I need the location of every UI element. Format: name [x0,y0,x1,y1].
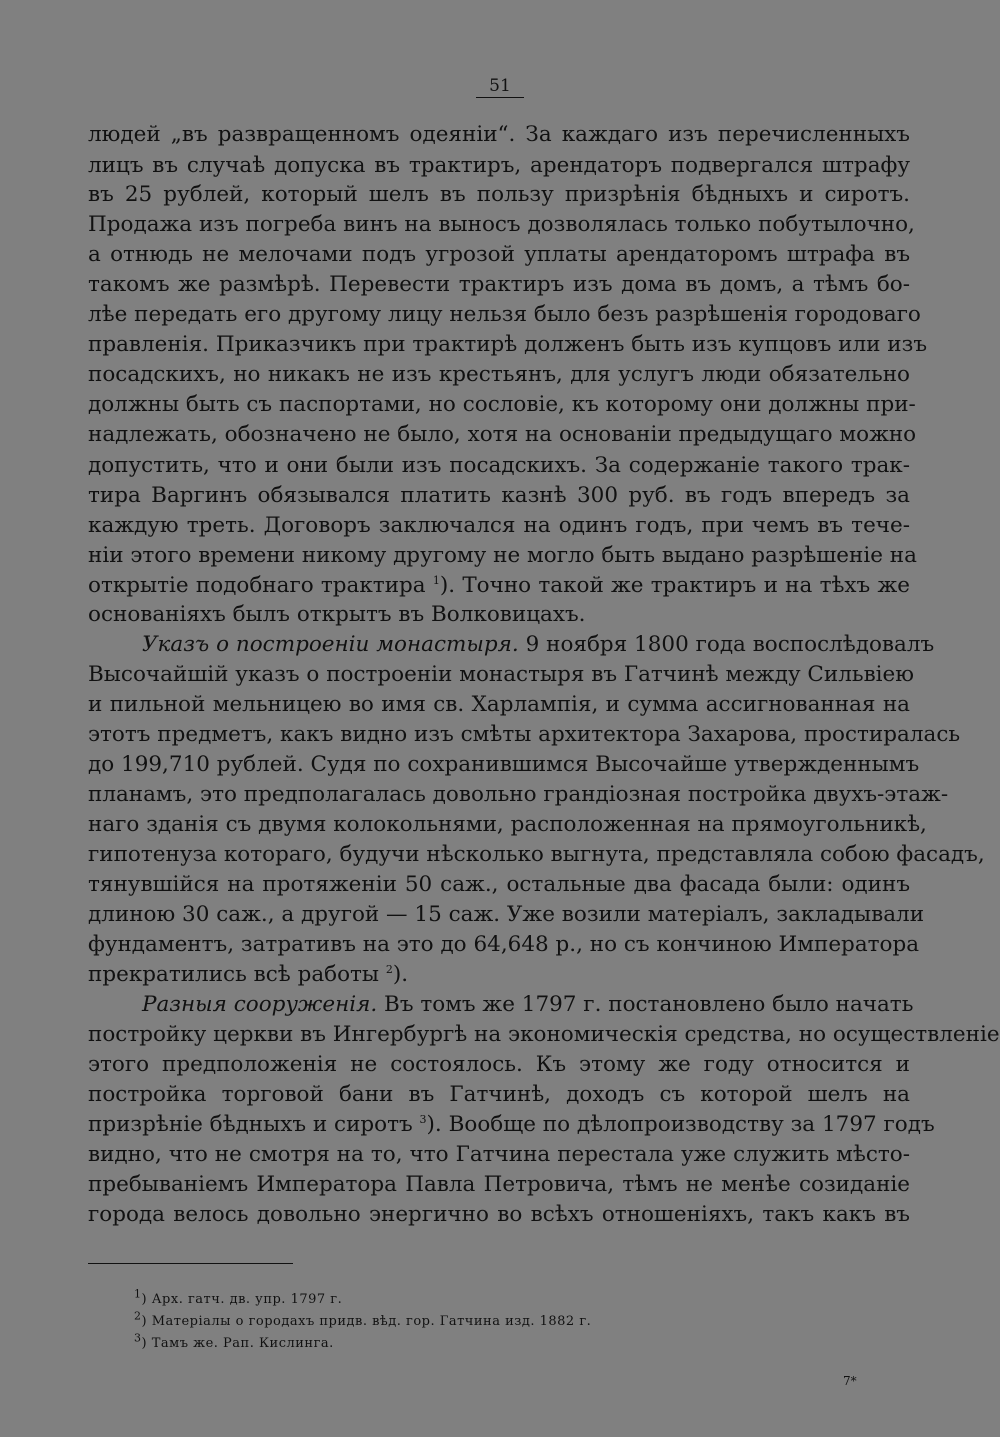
text-line: гипотенуза котораго, будучи нѣсколько выгнута, представляла собою фасадъ, [88,842,985,867]
signature-mark: 7* [843,1374,857,1388]
footnote-ref: 3 [419,1112,427,1126]
footnote-rule [88,1263,293,1264]
text-line [88,1110,935,1140]
footnote-ref: 2 [385,962,393,976]
footnote-mark: 3 [134,1331,142,1345]
text-line [88,960,910,990]
text-line: и пильной мельницею во имя св. Харлампія, и сумма ассигнованная на [88,692,910,717]
text-line: должны быть съ паспортами, но сословіе, къ которому они должны при- [88,392,916,417]
footnote-ref: 1 [432,573,440,587]
footnote [134,1331,334,1353]
text-line: до 199,710 рублей. Судя по сохранившимся Высочайше утвержденнымъ [88,752,920,777]
text-line: лѣе передать его другому лицу нельзя было безъ разрѣшенія городоваго [88,302,921,327]
text-line: въ 25 рублей, который шелъ въ пользу призрѣнія бѣдныхъ и сиротъ. [88,182,910,207]
text-line: надлежать, обозначено не было, хотя на основаніи предыдущаго можно [88,422,917,447]
text-line: основаніяхъ былъ открытъ въ Волковицахъ. [88,602,586,627]
text-line: города велось довольно энергично во всѣхъ отношеніяхъ, такъ какъ въ [88,1202,910,1227]
text-line: такомъ же размѣрѣ. Перевести трактиръ изъ дома въ домъ, а тѣмъ бо- [88,272,910,297]
section-heading: Указъ о построеніи монастыря. [142,632,519,657]
text-line: лицъ въ случаѣ допуска въ трактиръ, арендаторъ подвергался штрафу [88,153,910,178]
text-line [142,630,935,660]
text-line: пребываніемъ Императора Павла Петровича, тѣмъ не менѣе созиданіе [88,1172,910,1197]
text-line: постройку церкви въ Ингербургѣ на экономическія средства, но осуществленіе [88,1022,1000,1047]
text-segment: ). Точно такой же трактиръ и на тѣхъ же [439,573,910,598]
text-line: Продажа изъ погреба винъ на выносъ дозволялась только побутылочно, [88,212,915,237]
text-line: а отнюдь не мелочами подъ угрозой уплаты арендаторомъ штрафа въ [88,242,910,267]
text-line: этотъ предметъ, какъ видно изъ смѣты архитектора Захарова, простиралась [88,722,961,747]
text-line: людей „въ развращенномъ одеяніи“. За каждаго изъ перечисленныхъ [88,122,910,147]
text-segment: призрѣніе бѣдныхъ и сиротъ [88,1112,413,1137]
text-line: посадскихъ, но никакъ не изъ крестьянъ, для услугъ люди обязательно [88,362,910,387]
text-segment: ). [392,962,409,987]
text-line: каждую треть. Договоръ заключался на одинъ годъ, при чемъ въ тече- [88,513,910,538]
footnote-text: ) Тамъ же. Рап. Кислинга. [141,1336,334,1351]
text-line: фундаментъ, затративъ на это до 64,648 р., но съ кончиною Императора [88,932,920,957]
text-line: наго зданія съ двумя колокольнями, расположенная на прямоугольникѣ, [88,812,927,837]
text-segment: ). Вообще по дѣлопроизводству за 1797 годъ [426,1112,935,1137]
text-line [142,990,914,1020]
page-number: 51 [489,76,511,96]
footnote [134,1309,592,1331]
footnote-text: ) Матеріалы о городахъ придв. вѣд. гор. Гатчина изд. 1882 г. [141,1314,592,1329]
page-number-rule [476,97,524,98]
text-line: тира Варгинъ обязывался платить казнѣ 300 руб. въ годъ впередъ за [88,483,910,508]
footnote [134,1287,343,1309]
text-line: правленія. Приказчикъ при трактирѣ долженъ быть изъ купцовъ или изъ [88,332,928,357]
footnote-mark: 2 [134,1309,142,1323]
text-line: планамъ, это предполагалась довольно грандіозная постройка двухъ-этаж- [88,782,949,807]
text-line [88,571,910,601]
text-line: допустить, что и они были изъ посадскихъ. За содержаніе такого трак- [88,453,910,478]
text-line: этого предположенія не состоялось. Къ этому же году относится и [88,1052,910,1077]
text-segment: Въ томъ же 1797 г. постановлено было начать [377,992,914,1017]
footnote-text: ) Арх. гатч. дв. упр. 1797 г. [141,1292,343,1307]
text-line: постройка торговой бани въ Гатчинѣ, доходъ съ которой шелъ на [88,1082,910,1107]
section-heading: Разныя сооруженія. [142,992,378,1017]
text-line: длиною 30 саж., а другой — 15 саж. Уже возили матеріалъ, закладывали [88,902,925,927]
text-segment: прекратились всѣ работы [88,962,380,987]
text-line: тянувшійся на протяженіи 50 саж., остальные два фасада были: одинъ [88,872,910,897]
text-line: видно, что не смотря на то, что Гатчина перестала уже служить мѣсто- [88,1142,910,1167]
text-line: Высочайшій указъ о построеніи монастыря въ Гатчинѣ между Сильвіею [88,662,914,687]
footnote-mark: 1 [134,1287,142,1301]
text-line: ніи этого времени никому другому не могло быть выдано разрѣшеніе на [88,543,917,568]
text-segment: открытіе подобнаго трактира [88,573,426,598]
text-segment: 9 ноября 1800 года воспослѣдовалъ [518,632,935,657]
